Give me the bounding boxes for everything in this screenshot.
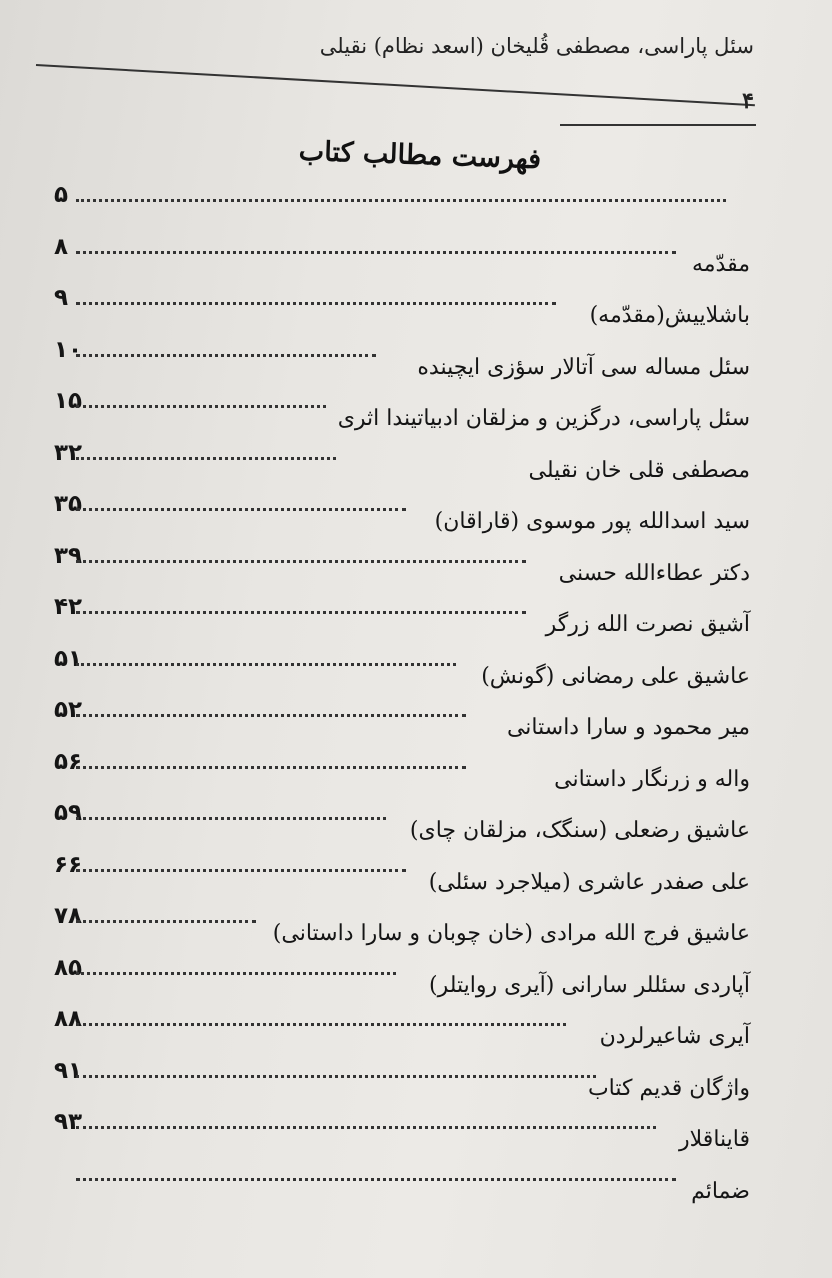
toc-page-number: ۳۲: [54, 439, 83, 466]
toc-page-number: ۱۵: [54, 388, 83, 414]
toc-entry-title: قایناقلار: [679, 1127, 750, 1152]
toc-entry-title: آشیق نصرت الله زرگر: [545, 612, 750, 637]
toc-page-number: ۶۶: [54, 851, 83, 878]
header-rule: [36, 64, 755, 106]
toc-entry: [48, 594, 756, 646]
toc-entry-title: میر محمود و سارا داستانی: [506, 715, 750, 740]
dot-leader: [76, 611, 526, 614]
toc-page-number: ۳۹: [54, 542, 83, 569]
toc-page-number: ۸۸: [54, 1006, 83, 1032]
toc-page-number: ۴۲: [54, 594, 83, 620]
dot-leader: [76, 817, 386, 820]
dot-leader: [76, 714, 466, 717]
dot-leader: [76, 1023, 566, 1026]
toc-entry-title: باشلاییش(مقدّمه): [589, 303, 750, 328]
toc-title: فهرست مطالب کتاب: [298, 135, 542, 176]
toc-entry-title: آیری شاعیرلردن: [599, 1024, 750, 1049]
toc-entry: [48, 697, 756, 749]
toc-entry: [48, 903, 756, 955]
toc-page-number: ۵۱: [54, 645, 83, 672]
toc-entry-title: عاشیق رضعلی (سنگک، مزلقان چای): [409, 818, 750, 843]
toc-entry: [48, 955, 756, 1007]
dot-leader: [76, 1126, 656, 1129]
dot-leader: [76, 508, 406, 511]
dot-leader: [76, 457, 336, 460]
toc-entry-title: عاشیق علی رمضانی (گونش): [481, 663, 750, 689]
toc-entry-title: عاشیق فرج الله مرادی (خان چوبان و سارا داستانی): [272, 921, 750, 946]
toc-entry: [48, 1109, 756, 1161]
dot-leader: [76, 354, 376, 357]
toc-entry-title: واژگان قدیم کتاب: [587, 1075, 750, 1101]
toc-entry-title: آپاردی سئللر سارانی (آیری روایتلر): [429, 972, 750, 998]
toc-page-number: ۸۵: [54, 954, 83, 981]
toc-entry: [48, 1161, 756, 1213]
dot-leader: [76, 1075, 596, 1078]
toc-entry: [48, 337, 756, 389]
toc-page-number: ۳۵: [54, 491, 83, 517]
dot-leader: [76, 869, 406, 872]
toc-page-number: ۵۲: [54, 697, 83, 723]
toc-entry-title: واله و زرنگار داستانی: [554, 766, 750, 792]
toc-page-number: ۵۹: [54, 800, 83, 826]
toc-entry-title: ضمائم: [691, 1178, 750, 1204]
toc-entry: [48, 1006, 756, 1058]
toc-page-number: ۵: [54, 182, 69, 208]
page-number: ۴: [742, 88, 754, 114]
dot-leader: [76, 1178, 676, 1181]
dot-leader: [76, 663, 456, 666]
dot-leader: [76, 405, 326, 408]
toc-entry: [48, 646, 756, 698]
toc-page-number: ۹۳: [54, 1109, 83, 1135]
toc-entry: [48, 182, 756, 234]
page-number-rule: [560, 124, 756, 126]
dot-leader: [76, 920, 256, 923]
toc-list: [48, 182, 756, 1212]
toc-entry-title: علی صفدر عاشری (میلاجرد سئلی): [428, 869, 750, 895]
toc-page-number: ۹: [54, 285, 69, 311]
toc-entry-title: مقدّمه: [691, 251, 750, 277]
toc-page-number: ۷۸: [54, 903, 83, 929]
toc-entry: [48, 491, 756, 543]
dot-leader: [76, 199, 726, 202]
toc-page-number: ۱۰: [54, 336, 83, 363]
toc-entry: [48, 285, 756, 337]
dot-leader: [76, 302, 556, 305]
toc-entry-title: سئل مساله سی آتالار سؤزی ایچینده: [417, 354, 750, 380]
toc-entry: [48, 800, 756, 852]
toc-entry-title: سید اسدالله پور موسوی (قاراقان): [434, 509, 750, 534]
toc-page-number: ۵۶: [54, 748, 83, 775]
toc-entry: [48, 440, 756, 492]
running-title: سئل پاراسی، مصطفی قُلیخان (اسعد نظام) نقیلی: [319, 34, 754, 58]
toc-entry: [48, 388, 756, 440]
dot-leader: [76, 251, 676, 254]
toc-page-number: ۹۱: [54, 1057, 83, 1084]
toc-entry: [48, 543, 756, 595]
toc-entry-title: دکتر عطاءالله حسنی: [558, 560, 750, 586]
dot-leader: [76, 766, 466, 769]
toc-entry-title: مصطفی قلی خان نقیلی: [528, 457, 750, 483]
toc-entry: [48, 234, 756, 286]
toc-entry-title: سئل پاراسی، درگزین و مزلقان ادبیاتیندا اثری: [337, 406, 750, 431]
toc-entry: [48, 749, 756, 801]
toc-entry: [48, 1058, 756, 1110]
dot-leader: [76, 972, 396, 975]
toc-page-number: ۸: [54, 233, 69, 260]
toc-entry: [48, 852, 756, 904]
dot-leader: [76, 560, 526, 563]
